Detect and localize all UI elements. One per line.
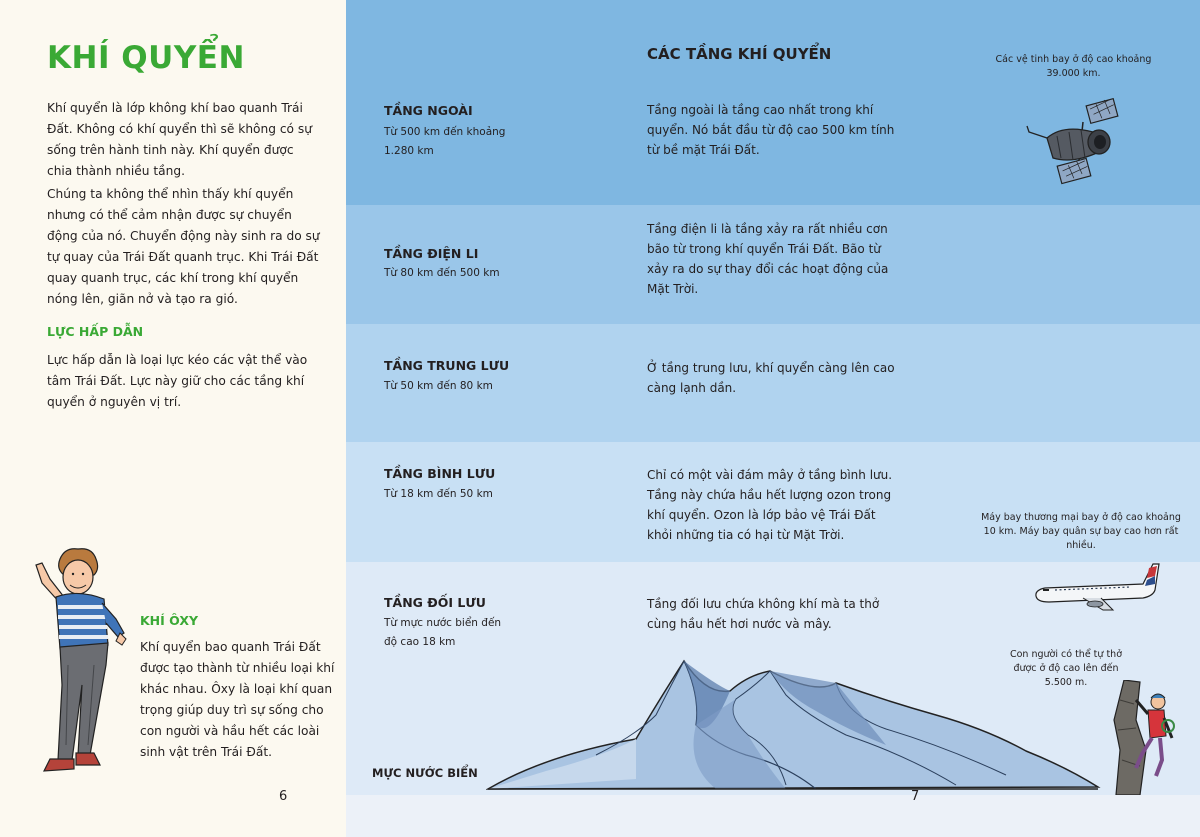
gravity-paragraph: Lực hấp dẫn là loại lực kéo các vật thể vào tâm Trái Đất. Lực này giữ cho các tầng khí quyển ở nguyên vị trí.: [47, 353, 308, 409]
layer-description: Tầng đối lưu chứa không khí mà ta thở cùng hầu hết hơi nước và mây.: [647, 597, 880, 631]
right-page: [346, 0, 1200, 837]
layer-range: Từ 18 km đến 50 km: [384, 488, 493, 500]
intro-paragraph: Khí quyển là lớp không khí bao quanh Trái Đất. Không có khí quyển thì sẽ không có sự sống trên hành tinh này. Khí quyển được chia thành nhiều tầng.: [47, 101, 312, 178]
gravity-heading: LỰC HẤP DẪN: [47, 324, 144, 339]
climber-note: Con người có thể tự thở được ở độ cao lên đến 5.500 m.: [1009, 649, 1123, 688]
layer-name: TẦNG NGOÀI: [384, 103, 473, 118]
oxygen-paragraph: Khí quyển bao quanh Trái Đất được tạo thành từ nhiều loại khí khác nhau. Ôxy là loại khí quan trọng giúp duy trì sự sống cho con người và hầu hết các loài sinh vật trên Trái Đất.: [140, 640, 335, 759]
climber-illustration: [1106, 680, 1176, 795]
layers-title: CÁC TẦNG KHÍ QUYỂN: [647, 45, 832, 63]
airplane-icon: [1031, 560, 1161, 612]
page-title: KHÍ QUYỂN: [47, 40, 245, 76]
layer-range: Từ mực nước biển đến độ cao 18 km: [384, 617, 502, 648]
oxygen-heading: KHÍ ÔXY: [140, 613, 199, 628]
layer-description: Ở tầng trung lưu, khí quyển càng lên cao càng lạnh dần.: [647, 361, 895, 395]
satellite-note: Các vệ tinh bay ở độ cao khoảng 39.000 km.: [995, 54, 1152, 79]
layer-name: TẦNG TRUNG LƯU: [384, 358, 510, 373]
ground-band: [346, 795, 1200, 837]
layer-description: Chỉ có một vài đám mây ở tầng bình lưu. Tầng này chứa hầu hết lượng ozon trong khí quyển. Ozon là lớp bảo vệ Trái Đất khỏi những tia có hại từ Mặt Trời.: [647, 468, 893, 542]
left-page: [0, 0, 346, 837]
satellite-icon: [1023, 98, 1123, 188]
sea-level-label: MỰC NƯỚC BIỂN: [372, 766, 478, 780]
layer-name: TẦNG ĐỐI LƯU: [384, 595, 486, 610]
layer-name: TẦNG ĐIỆN LI: [384, 246, 479, 261]
page-number-left: 6: [279, 789, 288, 804]
layer-description: Tầng điện li là tầng xảy ra rất nhiều cơn bão từ trong khí quyển Trái Đất. Bão từ xảy ra do sự thay đổi các hoạt động của Mặt Trời.: [647, 222, 889, 296]
layer-description: Tầng ngoài là tầng cao nhất trong khí quyển. Nó bắt đầu từ độ cao 500 km tính từ bề mặt Trái Đất.: [647, 103, 895, 157]
motion-paragraph: Chúng ta không thể nhìn thấy khí quyển nhưng có thể cảm nhận được sự chuyển động của nó. Chuyển động này sinh ra do sự tự quay của Trái Đất quanh trục. Khi Trái Đất quay quanh trục, các khí trong khí quyển nóng lên, giãn nở và tạo ra gió.: [47, 187, 320, 306]
plane-note: Máy bay thương mại bay ở độ cao khoảng 10 km. Máy bay quân sự bay cao hơn rất nhiều.: [981, 512, 1181, 551]
page-number-right: 7: [911, 789, 920, 804]
layer-range: Từ 500 km đến khoảng 1.280 km: [384, 126, 506, 157]
boy-illustration: [20, 545, 145, 790]
layer-range: Từ 50 km đến 80 km: [384, 380, 493, 392]
layer-range: Từ 80 km đến 500 km: [384, 267, 500, 279]
layer-name: TẦNG BÌNH LƯU: [384, 466, 496, 481]
mountain-illustration: [486, 655, 1101, 795]
